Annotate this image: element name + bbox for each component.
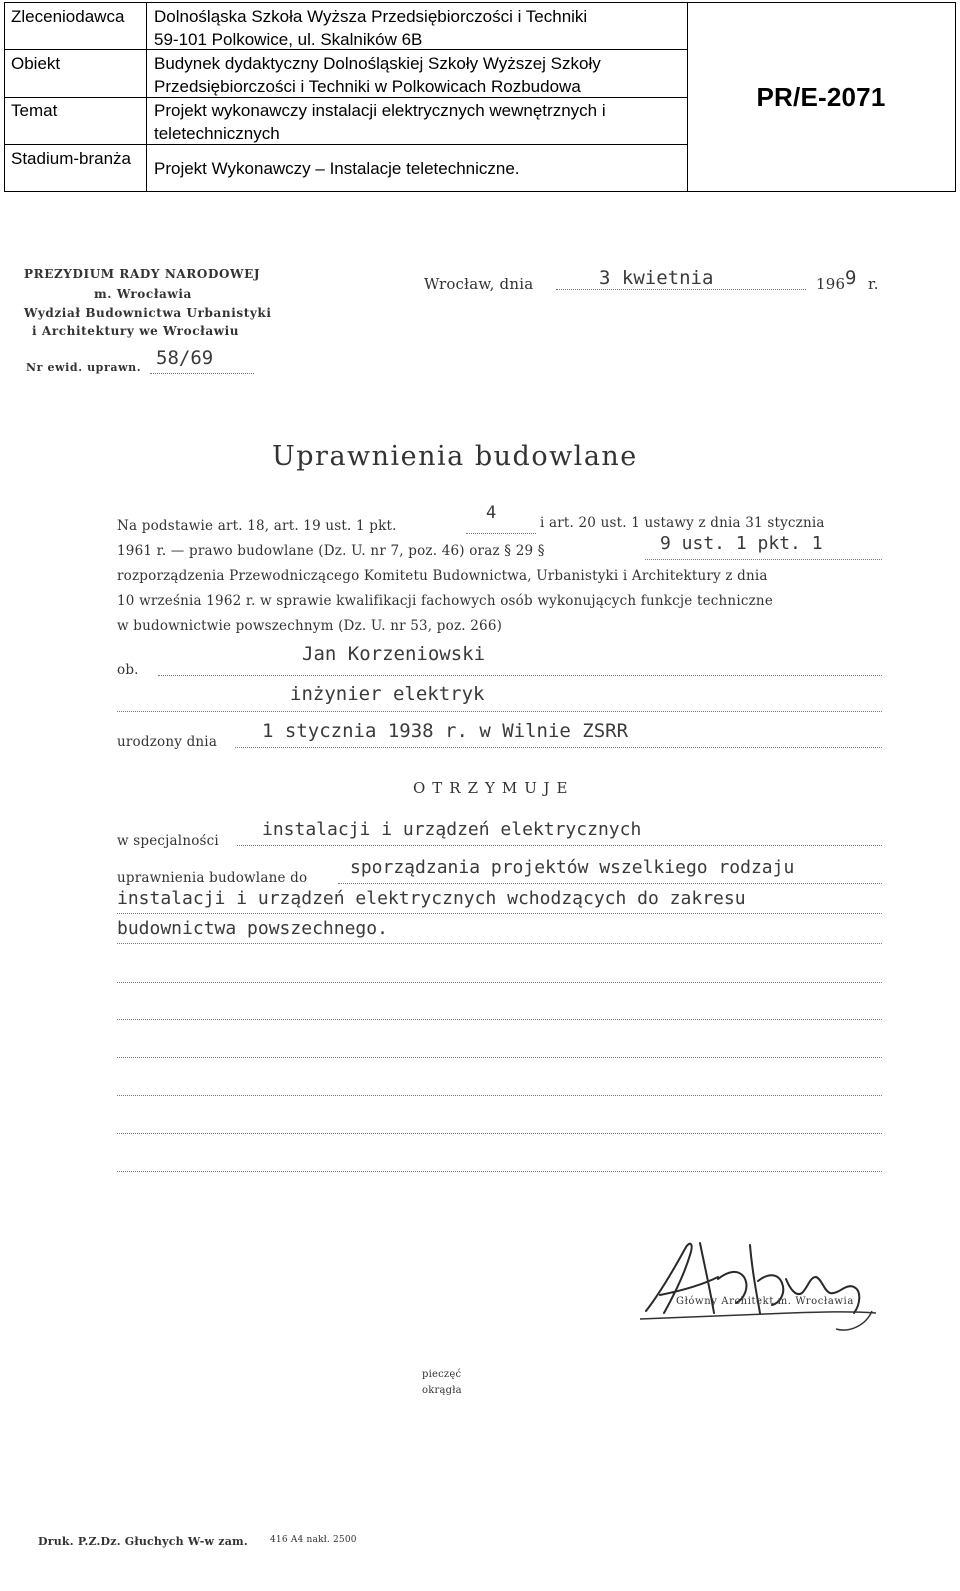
ob-label: ob. bbox=[117, 662, 139, 678]
row-label-zleceniodawca: Zleceniodawca bbox=[11, 7, 125, 26]
dotted-line bbox=[117, 1057, 882, 1058]
holder-name: Jan Korzeniowski bbox=[302, 643, 486, 665]
holder-profession: inżynier elektryk bbox=[290, 683, 485, 705]
year-suffix: r. bbox=[868, 275, 879, 293]
otrzymuje-heading: OTRZYMUJE bbox=[413, 779, 575, 797]
value-line: Projekt Wykonawczy – Instalacje teletechniczne. bbox=[154, 159, 520, 178]
row-label-obiekt: Obiekt bbox=[11, 54, 61, 73]
project-code: PR/E-2071 bbox=[756, 81, 886, 112]
dotted-line bbox=[117, 913, 882, 914]
dotted-line bbox=[117, 1171, 882, 1172]
dotted-line bbox=[338, 883, 882, 884]
scope-line: budownictwa powszechnego. bbox=[117, 918, 388, 939]
dotted-line bbox=[117, 1095, 882, 1096]
office-line: Wydział Budownictwa Urbanistyki bbox=[24, 306, 272, 320]
date-filled: 3 kwietnia bbox=[599, 267, 714, 289]
scope-line: sporządzania projektów wszelkiego rodzaju bbox=[350, 857, 795, 878]
value-line: Przedsiębiorczości i Techniki w Polkowicach Rozbudowa bbox=[154, 77, 581, 96]
office-line: m. Wrocławia bbox=[94, 287, 192, 301]
spec-label: w specjalności bbox=[117, 833, 219, 849]
para-text: i art. 20 ust. 1 ustawy z dnia 31 stycznia bbox=[540, 515, 825, 531]
born-label: urodzony dnia bbox=[117, 734, 218, 750]
scope-label: uprawnienia budowlane do bbox=[117, 870, 308, 886]
office-line: i Architektury we Wrocławiu bbox=[32, 324, 240, 338]
value-line: Dolnośląska Szkoła Wyższa Przedsiębiorczości i Techniki bbox=[154, 7, 588, 26]
value-line: Projekt wykonawczy instalacji elektrycznych wewnętrznych i bbox=[154, 101, 606, 120]
signature-caption: Główny Architekt m. Wrocławia bbox=[676, 1296, 854, 1307]
dotted-line bbox=[237, 845, 882, 846]
office-line: PREZYDIUM RADY NARODOWEJ bbox=[24, 267, 261, 281]
para-text: w budownictwie powszechnym (Dz. U. nr 53, poz. 266) bbox=[117, 618, 503, 634]
reg-label: Nr ewid. uprawn. bbox=[26, 361, 142, 374]
print-note-detail: 416 A4 nakł. 2500 bbox=[270, 1535, 357, 1545]
row-value-zleceniodawca bbox=[154, 5, 684, 51]
dotted-line bbox=[117, 943, 882, 944]
spec-value: instalacji i urządzeń elektrycznych bbox=[262, 819, 642, 840]
dotted-line bbox=[150, 373, 254, 374]
certificate-title: Uprawnienia budowlane bbox=[272, 441, 638, 472]
scanned-certificate bbox=[0, 193, 960, 1591]
dotted-line bbox=[235, 747, 882, 748]
dotted-line bbox=[117, 982, 882, 983]
stamp-note: okrągła bbox=[422, 1385, 462, 1396]
dotted-line bbox=[117, 1133, 882, 1134]
scope-line: instalacji i urządzeń elektrycznych wchodzących do zakresu bbox=[117, 888, 746, 909]
print-note: Druk. P.Z.Dz. Głuchych W-w zam. bbox=[38, 1535, 248, 1548]
para-text: rozporządzenia Przewodniczącego Komitetu Budownictwa, Urbanistyki i Architektury z dnia bbox=[117, 568, 768, 584]
year-prefix: 196 bbox=[816, 275, 846, 293]
para-text: Na podstawie art. 18, art. 19 ust. 1 pkt. bbox=[117, 518, 397, 534]
para-fill: 9 ust. 1 pkt. 1 bbox=[660, 533, 823, 554]
value-line: Budynek dydaktyczny Dolnośląskiej Szkoły Wyższej Szkoły bbox=[154, 54, 601, 73]
dotted-line bbox=[556, 289, 806, 290]
row-label-temat: Temat bbox=[11, 101, 58, 120]
dotted-line bbox=[645, 559, 882, 560]
row-label-stadium: Stadium-branża bbox=[11, 149, 132, 168]
year-digit: 9 bbox=[845, 267, 857, 289]
para-pkt: 4 bbox=[486, 503, 497, 523]
born-value: 1 stycznia 1938 r. w Wilnie ZSRR bbox=[262, 720, 629, 742]
handwritten-signature bbox=[640, 1233, 880, 1343]
dotted-line bbox=[117, 1019, 882, 1020]
dotted-line bbox=[117, 711, 882, 712]
place-label: Wrocław, dnia bbox=[424, 275, 534, 293]
reg-number: 58/69 bbox=[156, 347, 214, 369]
dotted-line bbox=[466, 533, 536, 534]
para-text: 10 września 1962 r. w sprawie kwalifikacji fachowych osób wykonujących funkcje techniczne bbox=[117, 593, 774, 609]
row-value-obiekt bbox=[154, 52, 684, 98]
row-value-stadium bbox=[154, 157, 684, 180]
document-header-table bbox=[4, 2, 956, 192]
stamp-note: pieczęć bbox=[422, 1369, 462, 1380]
row-value-temat bbox=[154, 99, 684, 145]
value-line: 59-101 Polkowice, ul. Skalników 6B bbox=[154, 30, 423, 49]
value-line: teletechnicznych bbox=[154, 124, 280, 143]
para-text: 1961 r. — prawo budowlane (Dz. U. nr 7, poz. 46) oraz § 29 § bbox=[117, 543, 545, 559]
dotted-line bbox=[158, 675, 882, 676]
